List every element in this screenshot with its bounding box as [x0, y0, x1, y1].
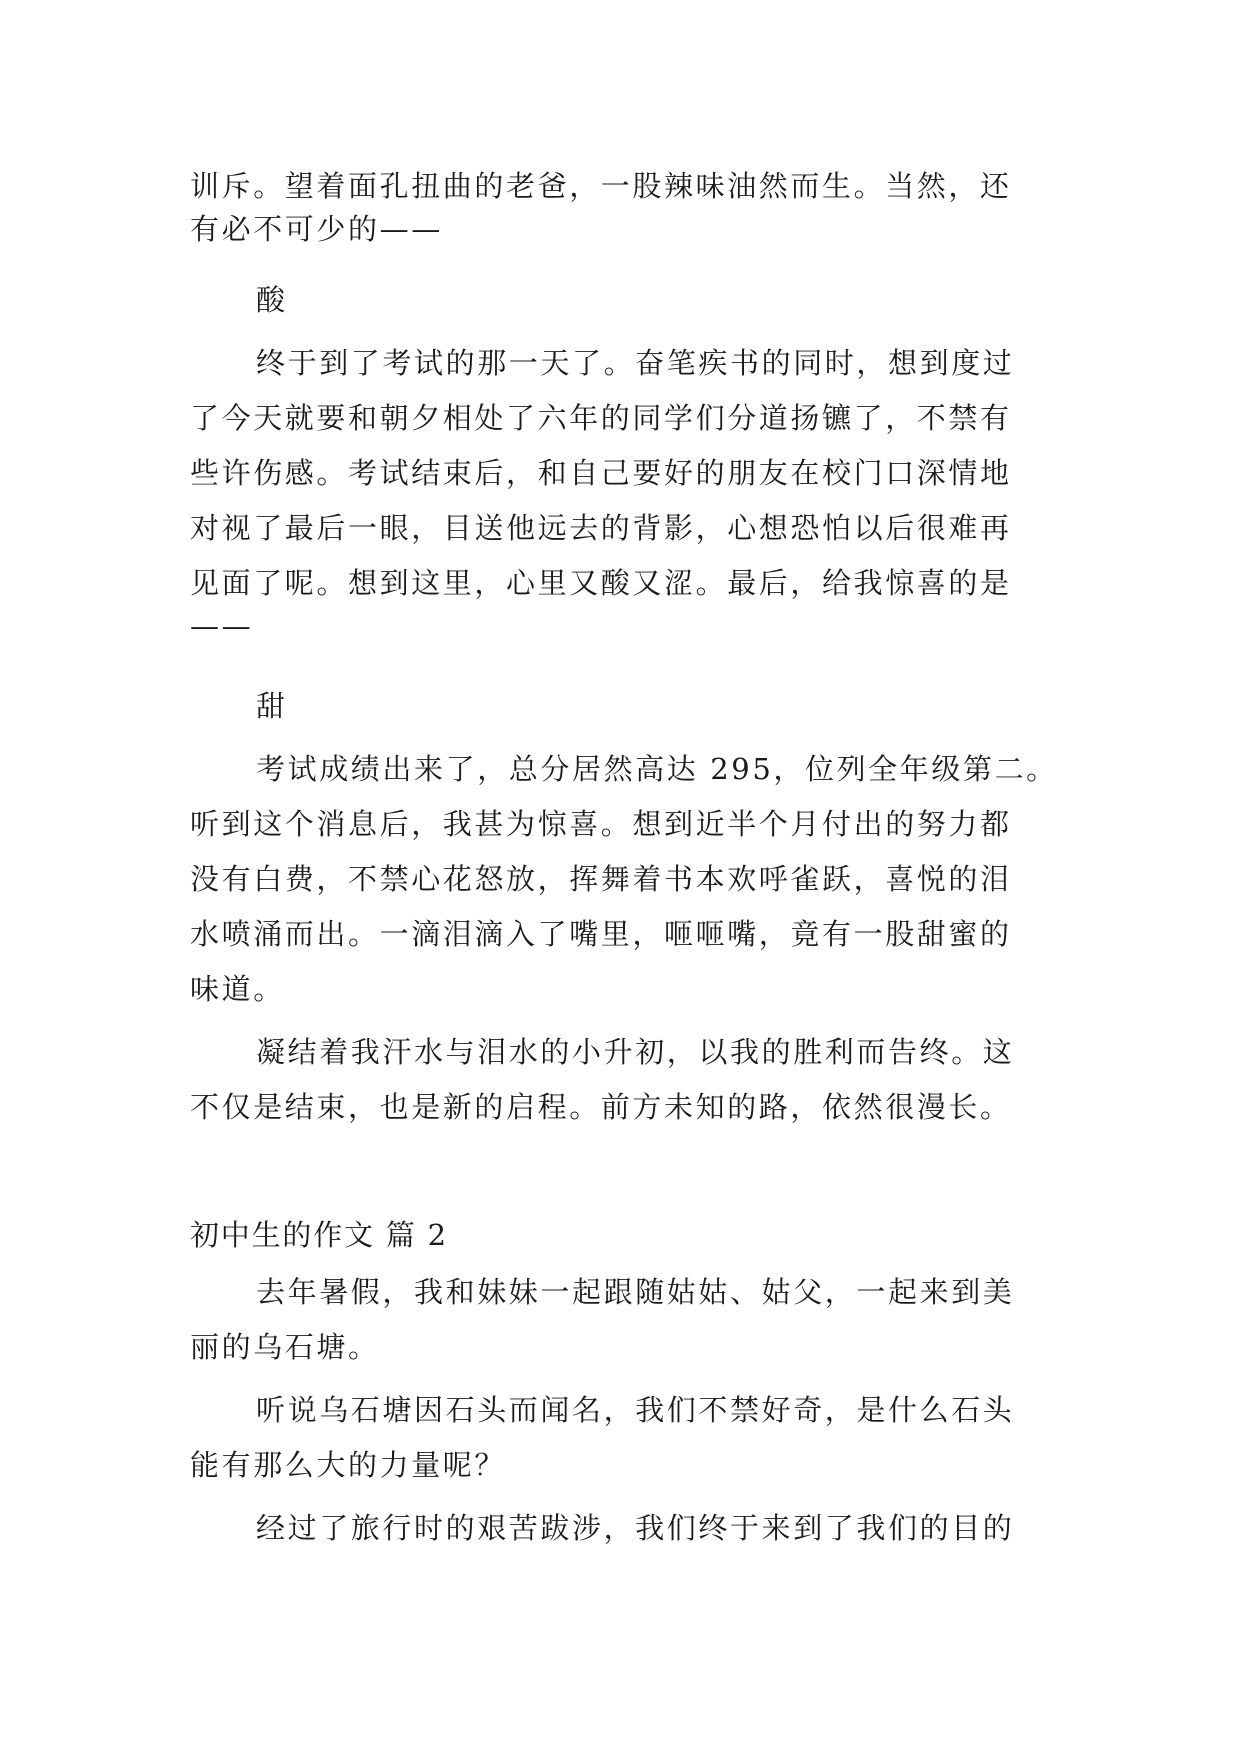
- paragraph-line: 终于到了考试的那一天了。奋笔疾书的同时，想到度过: [256, 346, 1015, 380]
- paragraph-line: 些许伤感。考试结束后，和自己要好的朋友在校门口深情地: [190, 456, 1012, 490]
- paragraph-line: 见面了呢。想到这里，心里又酸又涩。最后，给我惊喜的是: [190, 566, 1012, 600]
- paragraph-line: 听说乌石塘因石头而闻名，我们不禁好奇，是什么石头: [256, 1393, 1015, 1427]
- paragraph-line: 有必不可少的——: [190, 212, 443, 246]
- paragraph-line: 听到这个消息后，我甚为惊喜。想到近半个月付出的努力都: [190, 807, 1012, 841]
- paragraph-line: 去年暑假，我和妹妹一起跟随姑姑、姑父，一起来到美: [256, 1275, 1015, 1309]
- paragraph-line: 水喷涌而出。一滴泪滴入了嘴里，咂咂嘴，竟有一股甜蜜的: [190, 917, 1012, 951]
- paragraph-line: 考试成绩出来了，总分居然高达 295，位列全年级第二。: [256, 752, 1058, 786]
- paragraph-line: 没有白费，不禁心花怒放，挥舞着书本欢呼雀跃，喜悦的泪: [190, 862, 1012, 896]
- paragraph-line: 不仅是结束，也是新的启程。前方未知的路，依然很漫长。: [190, 1090, 1012, 1124]
- section-title-sweet: 甜: [256, 689, 288, 723]
- paragraph-line: ——: [190, 609, 254, 643]
- paragraph-line: 能有那么大的力量呢？: [190, 1448, 507, 1482]
- paragraph-line: 对视了最后一眼，目送他远去的背影，心想恐怕以后很难再: [190, 511, 1012, 545]
- article-heading: 初中生的作文 篇 2: [190, 1218, 448, 1252]
- paragraph-line: 凝结着我汗水与泪水的小升初，以我的胜利而告终。这: [256, 1035, 1015, 1069]
- section-title-sour: 酸: [256, 283, 288, 317]
- paragraph-line: 了今天就要和朝夕相处了六年的同学们分道扬镳了，不禁有: [190, 401, 1012, 435]
- paragraph-line: 经过了旅行时的艰苦跋涉，我们终于来到了我们的目的: [256, 1511, 1015, 1545]
- paragraph-line: 丽的乌石塘。: [190, 1330, 380, 1364]
- paragraph-line: 味道。: [190, 972, 285, 1006]
- paragraph-line: 训斥。望着面孔扭曲的老爸，一股辣味油然而生。当然，还: [190, 169, 1012, 203]
